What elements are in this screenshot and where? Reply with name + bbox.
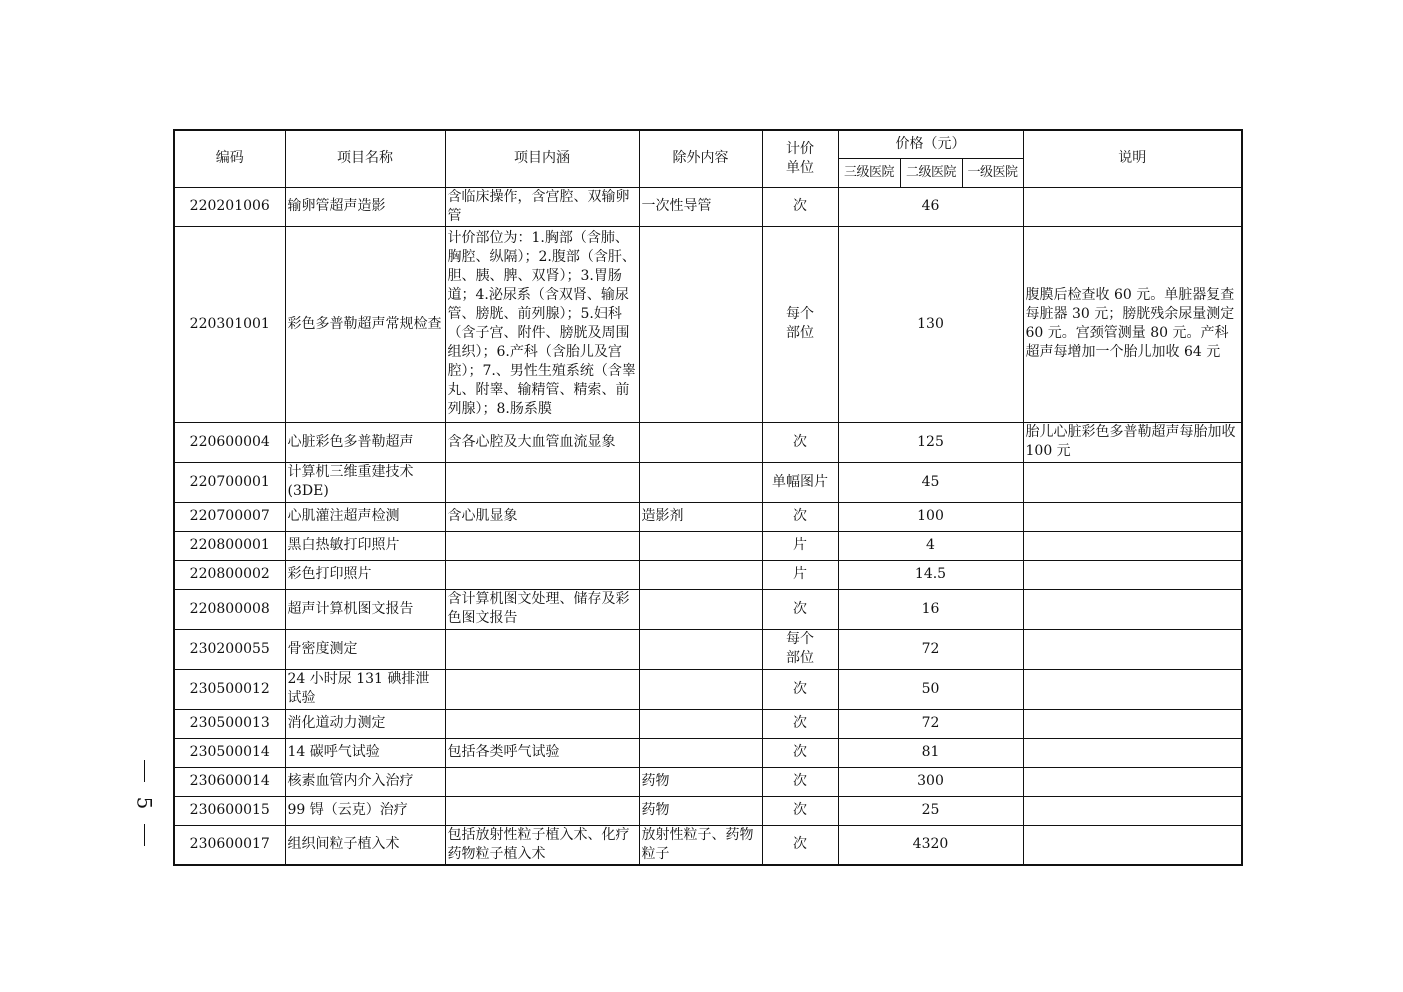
cell-code: 220800008 (174, 589, 285, 629)
price-table (173, 129, 1243, 866)
header-unit: 计价 单位 (762, 130, 838, 187)
cell-exclusions (639, 531, 762, 560)
cell-price: 72 (838, 629, 1023, 669)
cell-code: 220301001 (174, 226, 285, 422)
cell-content: 包括各类呼气试验 (445, 738, 639, 767)
cell-unit: 次 (762, 669, 838, 709)
cell-name: 核素血管内介入治疗 (285, 767, 445, 796)
header-note: 说明 (1023, 130, 1242, 187)
cell-unit: 单幅图片 (762, 462, 838, 502)
cell-content: 含临床操作，含宫腔、双输卵管 (445, 187, 639, 226)
cell-name: 24 小时尿 131 碘排泄试验 (285, 669, 445, 709)
cell-exclusions (639, 669, 762, 709)
cell-code: 230600015 (174, 796, 285, 825)
cell-unit: 次 (762, 422, 838, 462)
cell-unit: 次 (762, 796, 838, 825)
table-header (174, 130, 1242, 187)
cell-note: 胎儿心脏彩色多普勒超声每胎加收 100 元 (1023, 422, 1242, 462)
cell-code: 220600004 (174, 422, 285, 462)
cell-unit: 每个 部位 (762, 629, 838, 669)
table-row (174, 589, 1242, 629)
cell-content: 含计算机图文处理、储存及彩色图文报告 (445, 589, 639, 629)
cell-unit: 片 (762, 560, 838, 589)
cell-note (1023, 796, 1242, 825)
cell-exclusions (639, 629, 762, 669)
page-number (132, 760, 156, 846)
cell-unit: 次 (762, 738, 838, 767)
cell-code: 230500014 (174, 738, 285, 767)
table-body (174, 187, 1242, 865)
cell-content: 计价部位为：1.胸部（含肺、胸腔、纵隔）；2.腹部（含肝、胆、胰、脾、双肾）；3.胃肠道；4.泌尿系（含双肾、输尿管、膀胱、前列腺）；5.妇科（含子宫、附件、膀胱及周围组织）；6.产科（含胎儿及宫腔）；7.、男性生殖系统（含睾丸、附睾、输精管、精索、前列腺）；8.肠系膜 (445, 226, 639, 422)
table-row (174, 187, 1242, 226)
cell-price: 125 (838, 422, 1023, 462)
cell-note (1023, 709, 1242, 738)
cell-content: 含各心腔及大血管血流显象 (445, 422, 639, 462)
cell-price: 130 (838, 226, 1023, 422)
cell-exclusions (639, 422, 762, 462)
cell-unit: 次 (762, 825, 838, 865)
cell-price: 81 (838, 738, 1023, 767)
cell-name: 输卵管超声造影 (285, 187, 445, 226)
cell-content (445, 629, 639, 669)
table-row (174, 796, 1242, 825)
cell-price: 72 (838, 709, 1023, 738)
cell-code: 230500013 (174, 709, 285, 738)
page-number-value: 5 (131, 796, 156, 810)
cell-price: 45 (838, 462, 1023, 502)
header-name: 项目名称 (285, 130, 445, 187)
table-row (174, 709, 1242, 738)
cell-content (445, 462, 639, 502)
header-level3: 三级医院 (838, 158, 900, 187)
cell-note (1023, 187, 1242, 226)
cell-exclusions (639, 738, 762, 767)
cell-price: 25 (838, 796, 1023, 825)
cell-content (445, 709, 639, 738)
cell-name: 计算机三维重建技术(3DE) (285, 462, 445, 502)
table-row (174, 422, 1242, 462)
cell-code: 220800001 (174, 531, 285, 560)
cell-name: 14 碳呼气试验 (285, 738, 445, 767)
cell-name: 99 锝（云克）治疗 (285, 796, 445, 825)
cell-name: 黑白热敏打印照片 (285, 531, 445, 560)
page-number-dash-bottom (144, 824, 145, 846)
table-row (174, 825, 1242, 865)
cell-content (445, 767, 639, 796)
table-row (174, 738, 1242, 767)
cell-code: 220201006 (174, 187, 285, 226)
cell-unit: 片 (762, 531, 838, 560)
cell-note (1023, 629, 1242, 669)
cell-code: 220800002 (174, 560, 285, 589)
cell-content (445, 796, 639, 825)
cell-exclusions: 药物 (639, 796, 762, 825)
cell-code: 230500012 (174, 669, 285, 709)
table-row (174, 502, 1242, 531)
cell-name: 心脏彩色多普勒超声 (285, 422, 445, 462)
cell-note (1023, 669, 1242, 709)
cell-note (1023, 502, 1242, 531)
cell-name: 超声计算机图文报告 (285, 589, 445, 629)
cell-content (445, 669, 639, 709)
cell-content (445, 560, 639, 589)
cell-unit: 次 (762, 767, 838, 796)
cell-unit: 次 (762, 502, 838, 531)
table-row (174, 629, 1242, 669)
cell-name: 组织间粒子植入术 (285, 825, 445, 865)
cell-name: 彩色打印照片 (285, 560, 445, 589)
cell-exclusions: 放射性粒子、药物粒子 (639, 825, 762, 865)
cell-code: 220700007 (174, 502, 285, 531)
cell-exclusions: 造影剂 (639, 502, 762, 531)
table-row (174, 531, 1242, 560)
cell-content: 包括放射性粒子植入术、化疗药物粒子植入术 (445, 825, 639, 865)
header-price-group: 价格（元） (838, 130, 1023, 158)
cell-unit: 每个 部位 (762, 226, 838, 422)
cell-exclusions (639, 709, 762, 738)
cell-price: 14.5 (838, 560, 1023, 589)
cell-price: 46 (838, 187, 1023, 226)
cell-unit: 次 (762, 589, 838, 629)
cell-note (1023, 825, 1242, 865)
cell-unit: 次 (762, 187, 838, 226)
header-exclusions: 除外内容 (639, 130, 762, 187)
cell-note (1023, 738, 1242, 767)
header-level1: 一级医院 (962, 158, 1023, 187)
cell-exclusions (639, 560, 762, 589)
table-row (174, 560, 1242, 589)
cell-code: 230200055 (174, 629, 285, 669)
page-number-dash-top (144, 760, 145, 782)
cell-exclusions (639, 589, 762, 629)
table-row (174, 767, 1242, 796)
cell-name: 彩色多普勒超声常规检查 (285, 226, 445, 422)
cell-price: 16 (838, 589, 1023, 629)
cell-name: 心肌灌注超声检测 (285, 502, 445, 531)
cell-code: 220700001 (174, 462, 285, 502)
cell-note (1023, 767, 1242, 796)
cell-note (1023, 560, 1242, 589)
cell-price: 50 (838, 669, 1023, 709)
cell-price: 4320 (838, 825, 1023, 865)
cell-code: 230600014 (174, 767, 285, 796)
cell-note: 腹膜后检查收 60 元。单脏器复查每脏器 30 元；膀胱残余尿量测定 60 元。宫颈管测量 80 元。产科超声每增加一个胎儿加收 64 元 (1023, 226, 1242, 422)
table-row (174, 226, 1242, 422)
cell-price: 300 (838, 767, 1023, 796)
cell-exclusions (639, 226, 762, 422)
cell-note (1023, 531, 1242, 560)
cell-content: 含心肌显象 (445, 502, 639, 531)
header-level2: 二级医院 (900, 158, 962, 187)
cell-exclusions (639, 462, 762, 502)
header-content: 项目内涵 (445, 130, 639, 187)
cell-name: 消化道动力测定 (285, 709, 445, 738)
cell-exclusions: 一次性导管 (639, 187, 762, 226)
cell-exclusions: 药物 (639, 767, 762, 796)
table-row (174, 462, 1242, 502)
cell-price: 4 (838, 531, 1023, 560)
cell-unit: 次 (762, 709, 838, 738)
cell-price: 100 (838, 502, 1023, 531)
cell-name: 骨密度测定 (285, 629, 445, 669)
cell-note (1023, 462, 1242, 502)
cell-content (445, 531, 639, 560)
header-code: 编码 (174, 130, 285, 187)
table-row (174, 669, 1242, 709)
cell-code: 230600017 (174, 825, 285, 865)
cell-note (1023, 589, 1242, 629)
